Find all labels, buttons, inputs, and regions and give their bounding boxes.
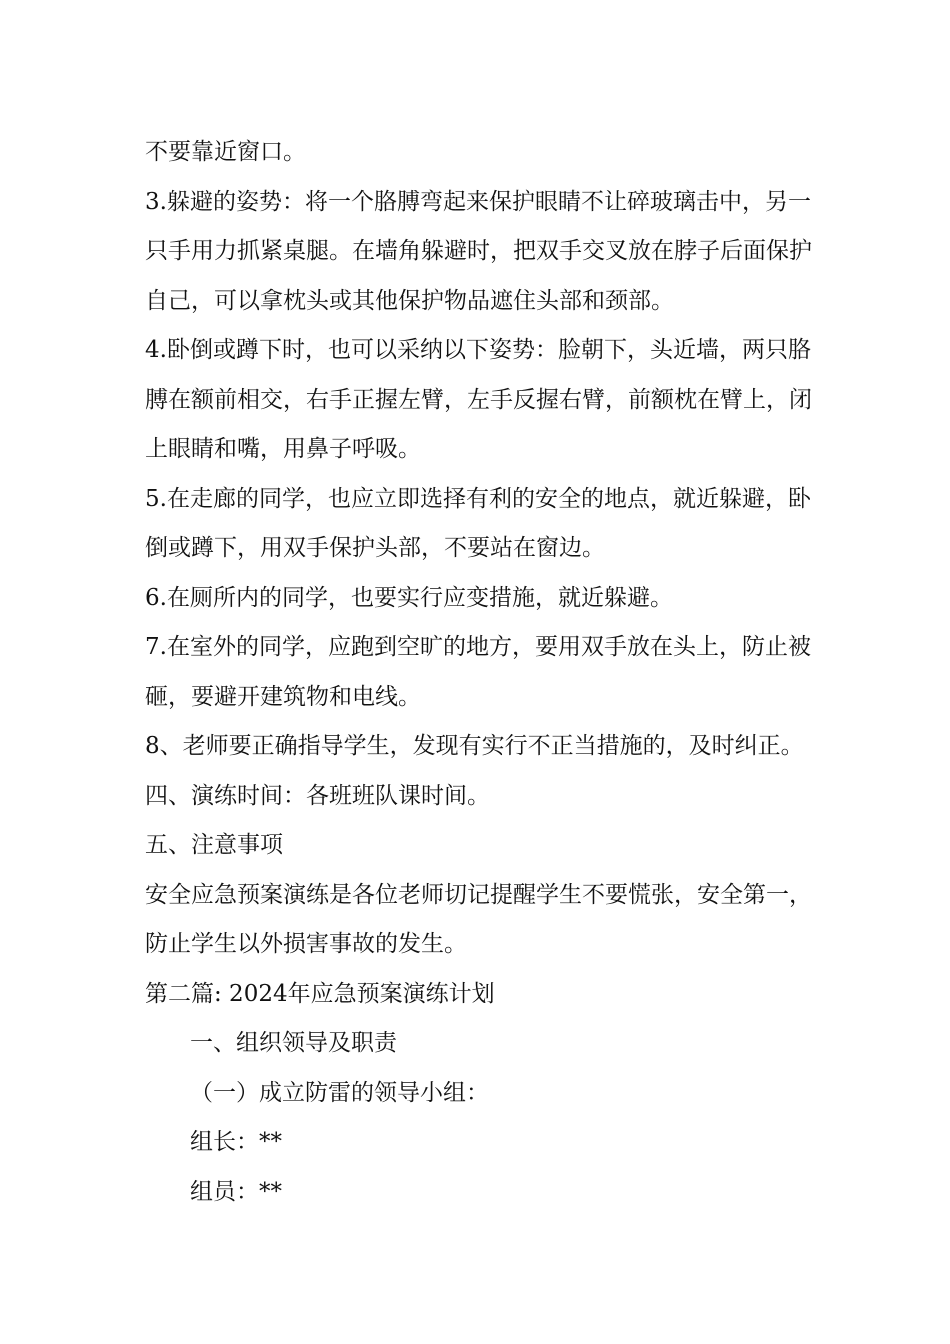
group-leader-line: 组长：** bbox=[190, 1129, 282, 1155]
paragraph-notes: 安全应急预案演练是各位老师切记提醒学生不要慌张，安全第一，防止学生以外损害事故的发生。 bbox=[145, 881, 812, 957]
paragraph-5: 6.在厕所内的同学，也要实行应变措施，就近躲避。 bbox=[145, 584, 673, 611]
chapter-title: 第二篇: 2024年应急预案演练计划 bbox=[145, 980, 495, 1007]
paragraph-6: 7.在室外的同学，应跑到空旷的地方，要用双手放在头上，防止被砸，要避开建筑物和电线。 bbox=[145, 634, 811, 710]
paragraph-2: 3.躲避的姿势：将一个胳膊弯起来保护眼睛不让碎玻璃击中，另一只手用力抓紧桌腿。在墙角躲避时，把双手交叉放在脖子后面保护自己，可以拿枕头或其他保护物品遮住头部和颈部。 bbox=[145, 188, 812, 314]
section-heading-notes: 五、注意事项 bbox=[145, 832, 283, 858]
document-body bbox=[145, 128, 815, 1217]
paragraph-7: 8、老师要正确指导学生，发现有实行不正当措施的，及时纠正。 bbox=[145, 733, 804, 759]
subsection-heading-group: （一）成立防雷的领导小组： bbox=[190, 1079, 489, 1106]
group-member-line: 组员：** bbox=[190, 1178, 282, 1205]
section-heading-organization: 一、组织领导及职责 bbox=[190, 1030, 397, 1056]
paragraph-3: 4.卧倒或蹲下时，也可以采纳以下姿势：脸朝下，头近墙，两只胳膊在额前相交，右手正握左臂，左手反握右臂，前额枕在臂上，闭上眼睛和嘴，用鼻子呼吸。 bbox=[145, 337, 812, 462]
section-heading-time: 四、演练时间：各班班队课时间。 bbox=[145, 782, 490, 809]
paragraph-1: 不要靠近窗口。 bbox=[145, 139, 306, 165]
paragraph-4: 5.在走廊的同学，也应立即选择有利的安全的地点，就近躲避，卧倒或蹲下，用双手保护头部，不要站在窗边。 bbox=[145, 485, 811, 561]
